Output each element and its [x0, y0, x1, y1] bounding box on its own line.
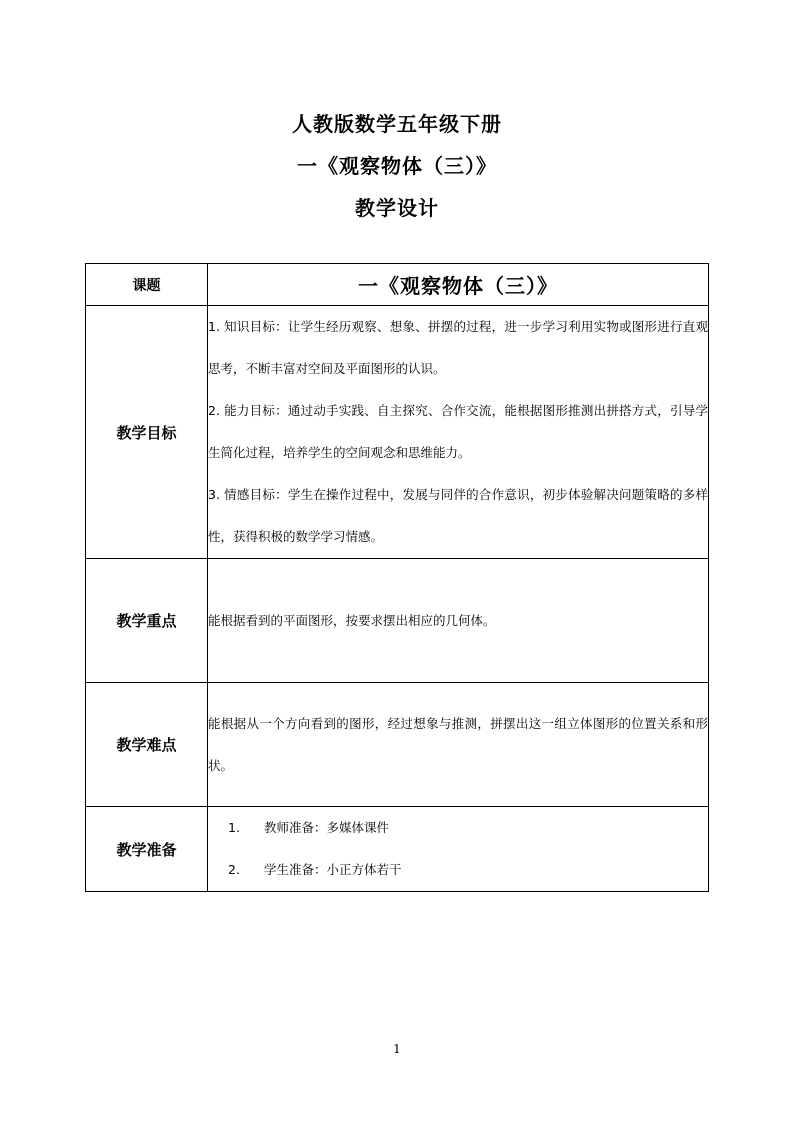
objectives-label: 教学目标: [86, 306, 208, 559]
difficulties-text: 能根据从一个方向看到的图形，经过想象与推测，拼摆出这一组立体图形的位置关系和形状。: [208, 715, 708, 773]
objective-emotion: 3. 情感目标：学生在操作过程中，发展与同伴的合作意识，初步体验解决问题策略的多样性，获得积极的数学学习情感。: [208, 487, 708, 544]
table-row-difficulties: [86, 683, 709, 807]
list-item-text: 教师准备：多媒体课件: [264, 820, 390, 835]
title-design: 教学设计: [355, 196, 439, 220]
page-number: 1: [393, 1042, 401, 1056]
preparation-label: 教学准备: [86, 807, 208, 892]
table-row-key-points: [86, 559, 709, 683]
lesson-plan-table: [85, 263, 709, 892]
objective-knowledge: 1. 知识目标：让学生经历观察、想象、拼摆的过程，进一步学习利用实物或图形进行直观思考，不断丰富对空间及平面图形的认识。: [208, 319, 708, 376]
list-item: [208, 849, 708, 891]
list-item: [208, 807, 708, 849]
difficulties-content: [208, 683, 709, 807]
topic-label: 课题: [86, 264, 208, 306]
table-row-objectives: [86, 306, 709, 559]
key-points-content: [208, 559, 709, 683]
table-row-preparation: [86, 807, 709, 892]
preparation-content: [208, 807, 709, 892]
key-points-text: 能根据看到的平面图形，按要求摆出相应的几何体。: [208, 612, 496, 628]
difficulties-label: 教学难点: [86, 683, 208, 807]
key-points-label: 教学重点: [86, 559, 208, 683]
topic-value: 一《观察物体（三）》: [208, 264, 709, 306]
list-item-number: 1.: [228, 820, 240, 835]
document-title: [0, 103, 794, 229]
preparation-list: [208, 807, 708, 891]
title-textbook: 人教版数学五年级下册: [292, 112, 502, 136]
list-item-number: 2.: [228, 862, 240, 877]
table-row-topic: [86, 264, 709, 306]
objective-ability: 2. 能力目标：通过动手实践、自主探究、合作交流，能根据图形推测出拼搭方式，引导学生简化过程，培养学生的空间观念和思维能力。: [208, 403, 708, 460]
title-lesson: 一《观察物体（三）》: [297, 154, 497, 178]
list-item-text: 学生准备：小正方体若干: [264, 862, 402, 877]
objectives-content: [208, 306, 709, 559]
